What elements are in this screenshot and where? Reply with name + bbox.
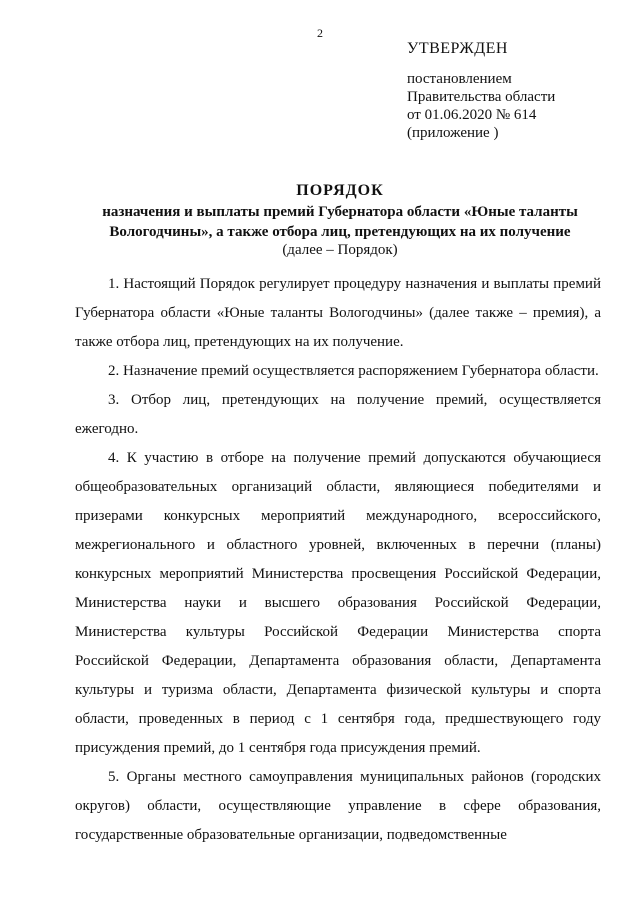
document-title-note: (далее – Порядок) bbox=[282, 242, 398, 258]
document-title: ПОРЯДОК bbox=[296, 182, 384, 199]
document-body bbox=[75, 270, 601, 850]
approval-line: постановлением bbox=[407, 71, 512, 87]
paragraph-3: 3. Отбор лиц, претендующих на получение премий, осуществляется ежегодно. bbox=[75, 392, 601, 437]
document-subtitle-line-1: назначения и выплаты премий Губернатора области «Юные таланты bbox=[102, 204, 578, 220]
paragraph-1: 1. Настоящий Порядок регулирует процедуру назначения и выплаты премий Губернатора области «Юные таланты Вологодчины» (далее также – премия), а также отбора лиц, претендующих на их получение. bbox=[75, 276, 601, 350]
approval-line: от 01.06.2020 № 614 bbox=[407, 107, 537, 123]
document-title-block bbox=[60, 181, 620, 259]
page-number: 2 bbox=[317, 26, 323, 40]
approval-stamp bbox=[407, 40, 555, 142]
paragraph-2: 2. Назначение премий осуществляется распоряжением Губернатора области. bbox=[108, 363, 599, 379]
paragraph-5: 5. Органы местного самоуправления муниципальных районов (городских округов) области, осуществляющие управление в сфере образования, государственные образовательные организации, подведомственные bbox=[75, 769, 601, 843]
approval-heading: УТВЕРЖДЕН bbox=[407, 40, 508, 57]
approval-line: Правительства области bbox=[407, 89, 556, 105]
paragraph-4: 4. К участию в отборе на получение премий допускаются обучающиеся общеобразовательных организаций области, являющиеся победителями и призерами конкурсных мероприятий международного, всероссийского, межрегионального и областного уровней, включенных в перечни (планы) конкурсных мероприятий Министерства просвещения Российской Федерации, Министерства науки и высшего образования Российской Федерации, Министерства культуры Российской Федерации Министерства спорта Российской Федерации, Департамента образования области, Департамента культуры и туризма области, Департамента физической культуры и спорта области, проведенных в период с 1 сентября года, предшествующего году присуждения премий, до 1 сентября года присуждения премий. bbox=[75, 450, 601, 756]
document-subtitle-line-2: Вологодчины», а также отбора лиц, претендующих на их получение bbox=[109, 224, 571, 240]
approval-line: (приложение ) bbox=[407, 125, 499, 141]
